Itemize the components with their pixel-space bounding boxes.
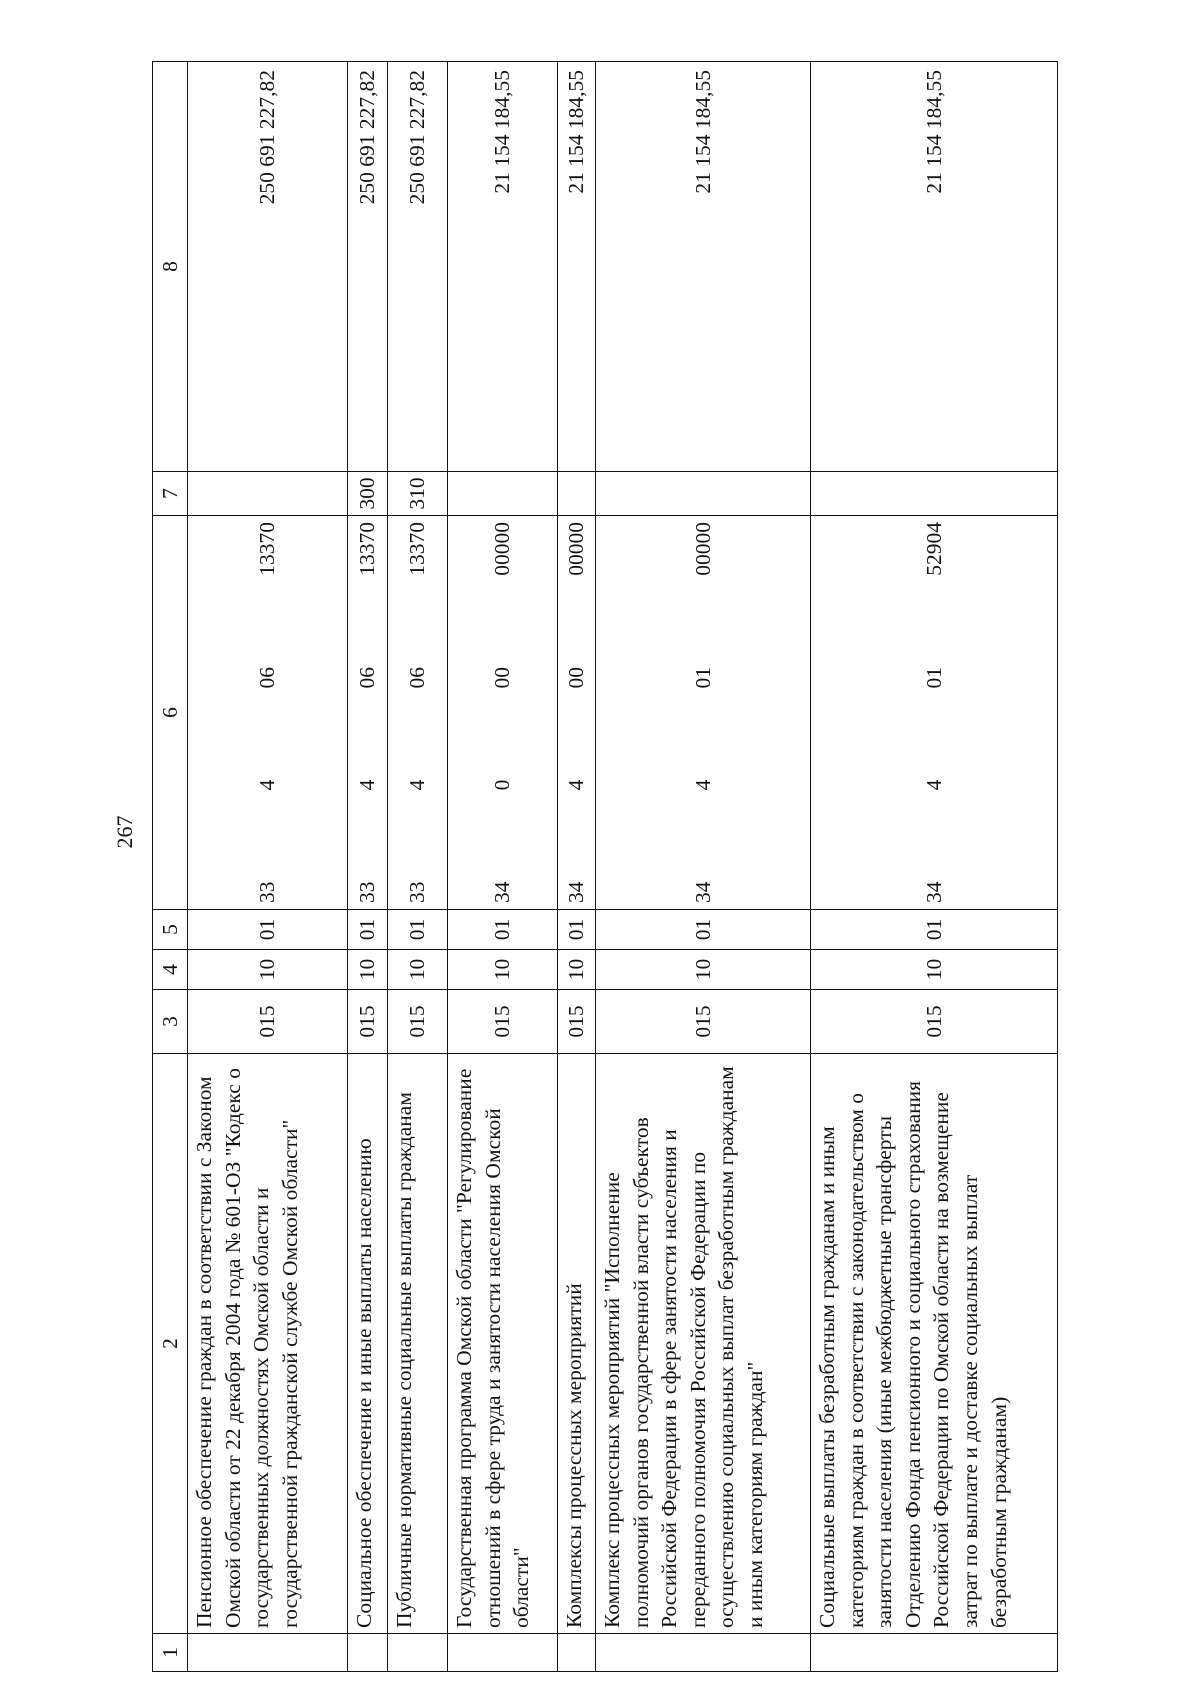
row-expense-type-cell <box>811 472 1058 516</box>
row-number-cell <box>596 1634 811 1672</box>
row-section-cell: 10 <box>448 950 558 990</box>
csr-type: 4 <box>355 779 380 791</box>
csr-program: 34 <box>490 881 515 903</box>
row-target-article-cell <box>558 516 596 910</box>
row-expense-type-cell: 300 <box>348 472 388 516</box>
header-col-1: 1 <box>153 1634 188 1672</box>
csr-type: 4 <box>690 779 715 791</box>
row-sum-cell: 250 691 227,82 <box>188 62 348 472</box>
row-number-cell <box>188 1634 348 1672</box>
row-expense-type-cell <box>188 472 348 516</box>
row-grbs-cell: 015 <box>811 990 1058 1054</box>
csr-direction: 52904 <box>921 522 946 576</box>
csr-type: 0 <box>490 779 515 791</box>
row-number-cell <box>348 1634 388 1672</box>
csr-element: 01 <box>690 666 715 689</box>
row-name-cell: Государственная программа Омской области "Регулирование отношений в сфере труда и занятости населения Омской области" <box>448 1054 558 1634</box>
row-subsection-cell: 01 <box>811 910 1058 950</box>
row-grbs-cell: 015 <box>596 990 811 1054</box>
row-grbs-cell: 015 <box>348 990 388 1054</box>
csr-type: 4 <box>405 779 430 791</box>
header-col-7: 7 <box>153 472 188 516</box>
row-target-article-cell <box>388 516 448 910</box>
header-col-2: 2 <box>153 1054 188 1634</box>
csr-direction: 13370 <box>255 522 280 576</box>
row-grbs-cell: 015 <box>558 990 596 1054</box>
row-subsection-cell: 01 <box>188 910 348 950</box>
row-section-cell: 10 <box>558 950 596 990</box>
row-name-cell: Комплексы процессных мероприятий <box>558 1054 596 1634</box>
csr-direction: 13370 <box>405 522 430 576</box>
csr-element: 06 <box>255 666 280 689</box>
row-target-article-cell <box>811 516 1058 910</box>
row-section-cell: 10 <box>348 950 388 990</box>
row-name-cell: Пенсионное обеспечение граждан в соответствии с Законом Омской области от 22 декабря 2004 года № 601-ОЗ "Кодекс о государственных должностях Омской области и государственной гражданской службе Омской области" <box>188 1054 348 1634</box>
csr-program: 33 <box>405 881 430 903</box>
header-col-8: 8 <box>153 62 188 472</box>
rotated-page-area <box>152 62 1058 1672</box>
csr-program: 34 <box>921 881 946 903</box>
row-number-cell <box>388 1634 448 1672</box>
table-row <box>448 62 558 1672</box>
csr-program: 34 <box>690 881 715 903</box>
row-grbs-cell: 015 <box>388 990 448 1054</box>
table-row <box>811 62 1058 1672</box>
header-col-4: 4 <box>153 950 188 990</box>
row-expense-type-cell <box>448 472 558 516</box>
table-header <box>153 62 188 1672</box>
row-sum-cell: 21 154 184,55 <box>811 62 1058 472</box>
csr-element: 00 <box>564 666 589 689</box>
row-target-article-cell <box>188 516 348 910</box>
row-expense-type-cell <box>558 472 596 516</box>
csr-program: 34 <box>564 881 589 903</box>
table-row <box>596 62 811 1672</box>
row-grbs-cell: 015 <box>448 990 558 1054</box>
row-section-cell: 10 <box>811 950 1058 990</box>
table-body <box>188 62 1058 1672</box>
csr-element: 06 <box>355 666 380 689</box>
header-row <box>153 62 188 1672</box>
row-expense-type-cell: 310 <box>388 472 448 516</box>
row-sum-cell: 250 691 227,82 <box>388 62 448 472</box>
row-number-cell <box>448 1634 558 1672</box>
row-subsection-cell: 01 <box>388 910 448 950</box>
table-row <box>558 62 596 1672</box>
row-subsection-cell: 01 <box>558 910 596 950</box>
header-col-5: 5 <box>153 910 188 950</box>
row-subsection-cell: 01 <box>348 910 388 950</box>
row-section-cell: 10 <box>388 950 448 990</box>
csr-direction: 13370 <box>355 522 380 576</box>
header-col-3: 3 <box>153 990 188 1054</box>
page-number: 267 <box>112 815 137 849</box>
csr-direction: 00000 <box>490 522 515 576</box>
row-subsection-cell: 01 <box>448 910 558 950</box>
row-number-cell <box>558 1634 596 1672</box>
csr-type: 4 <box>255 779 280 791</box>
row-sum-cell: 21 154 184,55 <box>596 62 811 472</box>
row-section-cell: 10 <box>188 950 348 990</box>
csr-element: 01 <box>921 666 946 689</box>
csr-direction: 00000 <box>564 522 589 576</box>
csr-type: 4 <box>921 779 946 791</box>
budget-table <box>152 61 1058 1672</box>
row-name-cell: Социальное обеспечение и иные выплаты населению <box>348 1054 388 1634</box>
row-sum-cell: 21 154 184,55 <box>448 62 558 472</box>
row-name-cell: Комплекс процессных мероприятий "Исполнение полномочий органов государственной власти субъектов Российской Федерации в сфере занятости населения и переданного полномочия Российской Федерации по осуществлению социальных выплат безработным гражданам и иным категориям граждан" <box>596 1054 811 1634</box>
csr-element: 00 <box>490 666 515 689</box>
csr-program: 33 <box>355 881 380 903</box>
row-name-cell: Публичные нормативные социальные выплаты гражданам <box>388 1054 448 1634</box>
table-row <box>348 62 388 1672</box>
rotated-table-wrapper <box>152 62 1058 1672</box>
csr-element: 06 <box>405 666 430 689</box>
row-target-article-cell <box>596 516 811 910</box>
row-section-cell: 10 <box>596 950 811 990</box>
csr-program: 33 <box>255 881 280 903</box>
row-sum-cell: 21 154 184,55 <box>558 62 596 472</box>
row-subsection-cell: 01 <box>596 910 811 950</box>
row-number-cell <box>811 1634 1058 1672</box>
row-target-article-cell <box>448 516 558 910</box>
row-name-cell: Социальные выплаты безработным гражданам и иным категориям граждан в соответствии с законодательством о занятости населения (иные межбюджетные трансферты Отделению Фонда пенсионного и социального страхования Российской Федерации по Омской области на возмещение затрат по выплате и доставке социальных выплат безработным гражданам) <box>811 1054 1058 1634</box>
header-col-6: 6 <box>153 516 188 910</box>
csr-type: 4 <box>564 779 589 791</box>
table-row <box>388 62 448 1672</box>
row-grbs-cell: 015 <box>188 990 348 1054</box>
csr-direction: 00000 <box>690 522 715 576</box>
row-sum-cell: 250 691 227,82 <box>348 62 388 472</box>
table-row <box>188 62 348 1672</box>
row-target-article-cell <box>348 516 388 910</box>
row-expense-type-cell <box>596 472 811 516</box>
